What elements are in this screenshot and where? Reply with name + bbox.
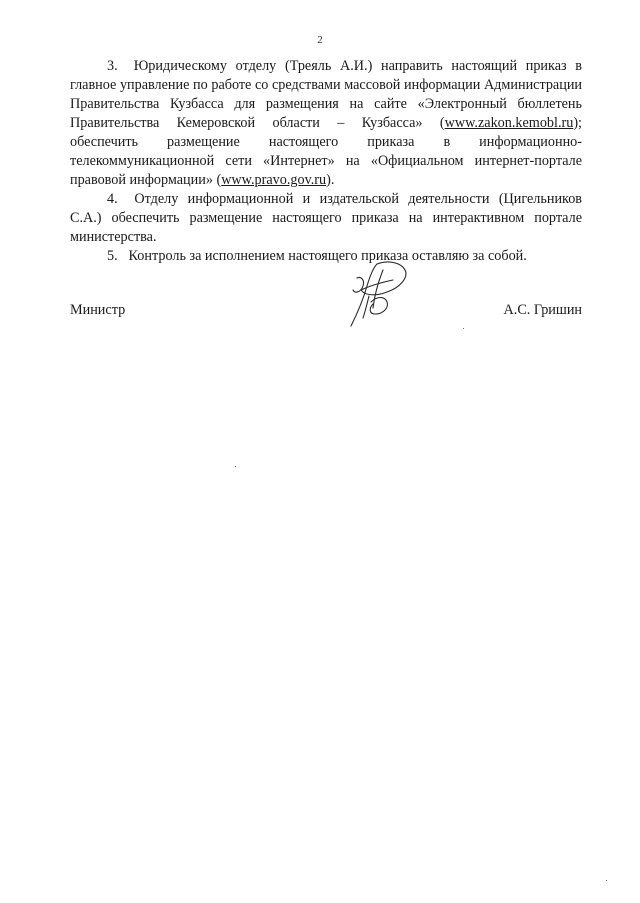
link-pravo-gov[interactable]: www.pravo.gov.ru [221,172,327,188]
paragraph-number: 4. [107,191,118,207]
paragraph-text: Отделу информационной и издательской деятельности (Цигельников С.А.) обеспечить размещение настоящего приказа на интерактивном портале министерства. [70,191,583,245]
scan-speck [606,880,607,881]
paragraph-text: Юридическому отделу (Трeяль А.И.) направить настоящий приказ в главное управление по работе со средствами массовой информации Администрации Правительства Кузбасса для размещения на сайте «Электронный бюллетень Правительства Кемеровской области – Кузбасса» ( [70,58,583,131]
paragraph-text: Контроль за исполнением настоящего приказа оставляю за собой. [128,248,527,264]
paragraph-text: ). [326,172,335,188]
document-body [70,57,582,266]
signatory-name: А.С. Гришин [503,302,582,318]
signatory-title: Министр [70,302,126,318]
paragraph-number: 5. [107,248,118,264]
paragraph-4 [70,190,582,247]
link-zakon-kemobl[interactable]: www.zakon.kemobl.ru [444,115,574,131]
scan-speck [463,328,464,329]
page-number: 2 [317,34,323,46]
paragraph-5 [70,247,582,266]
paragraph-number: 3. [107,58,118,74]
scan-speck [235,466,236,467]
paragraph-3 [70,57,582,190]
paragraph-text: ); обеспечить размещение настоящего приказа в информационно-телекоммуникационной сети «Интернет» на «Официальном интернет-портале правовой информации» ( [70,115,582,188]
signature-block [70,302,582,322]
